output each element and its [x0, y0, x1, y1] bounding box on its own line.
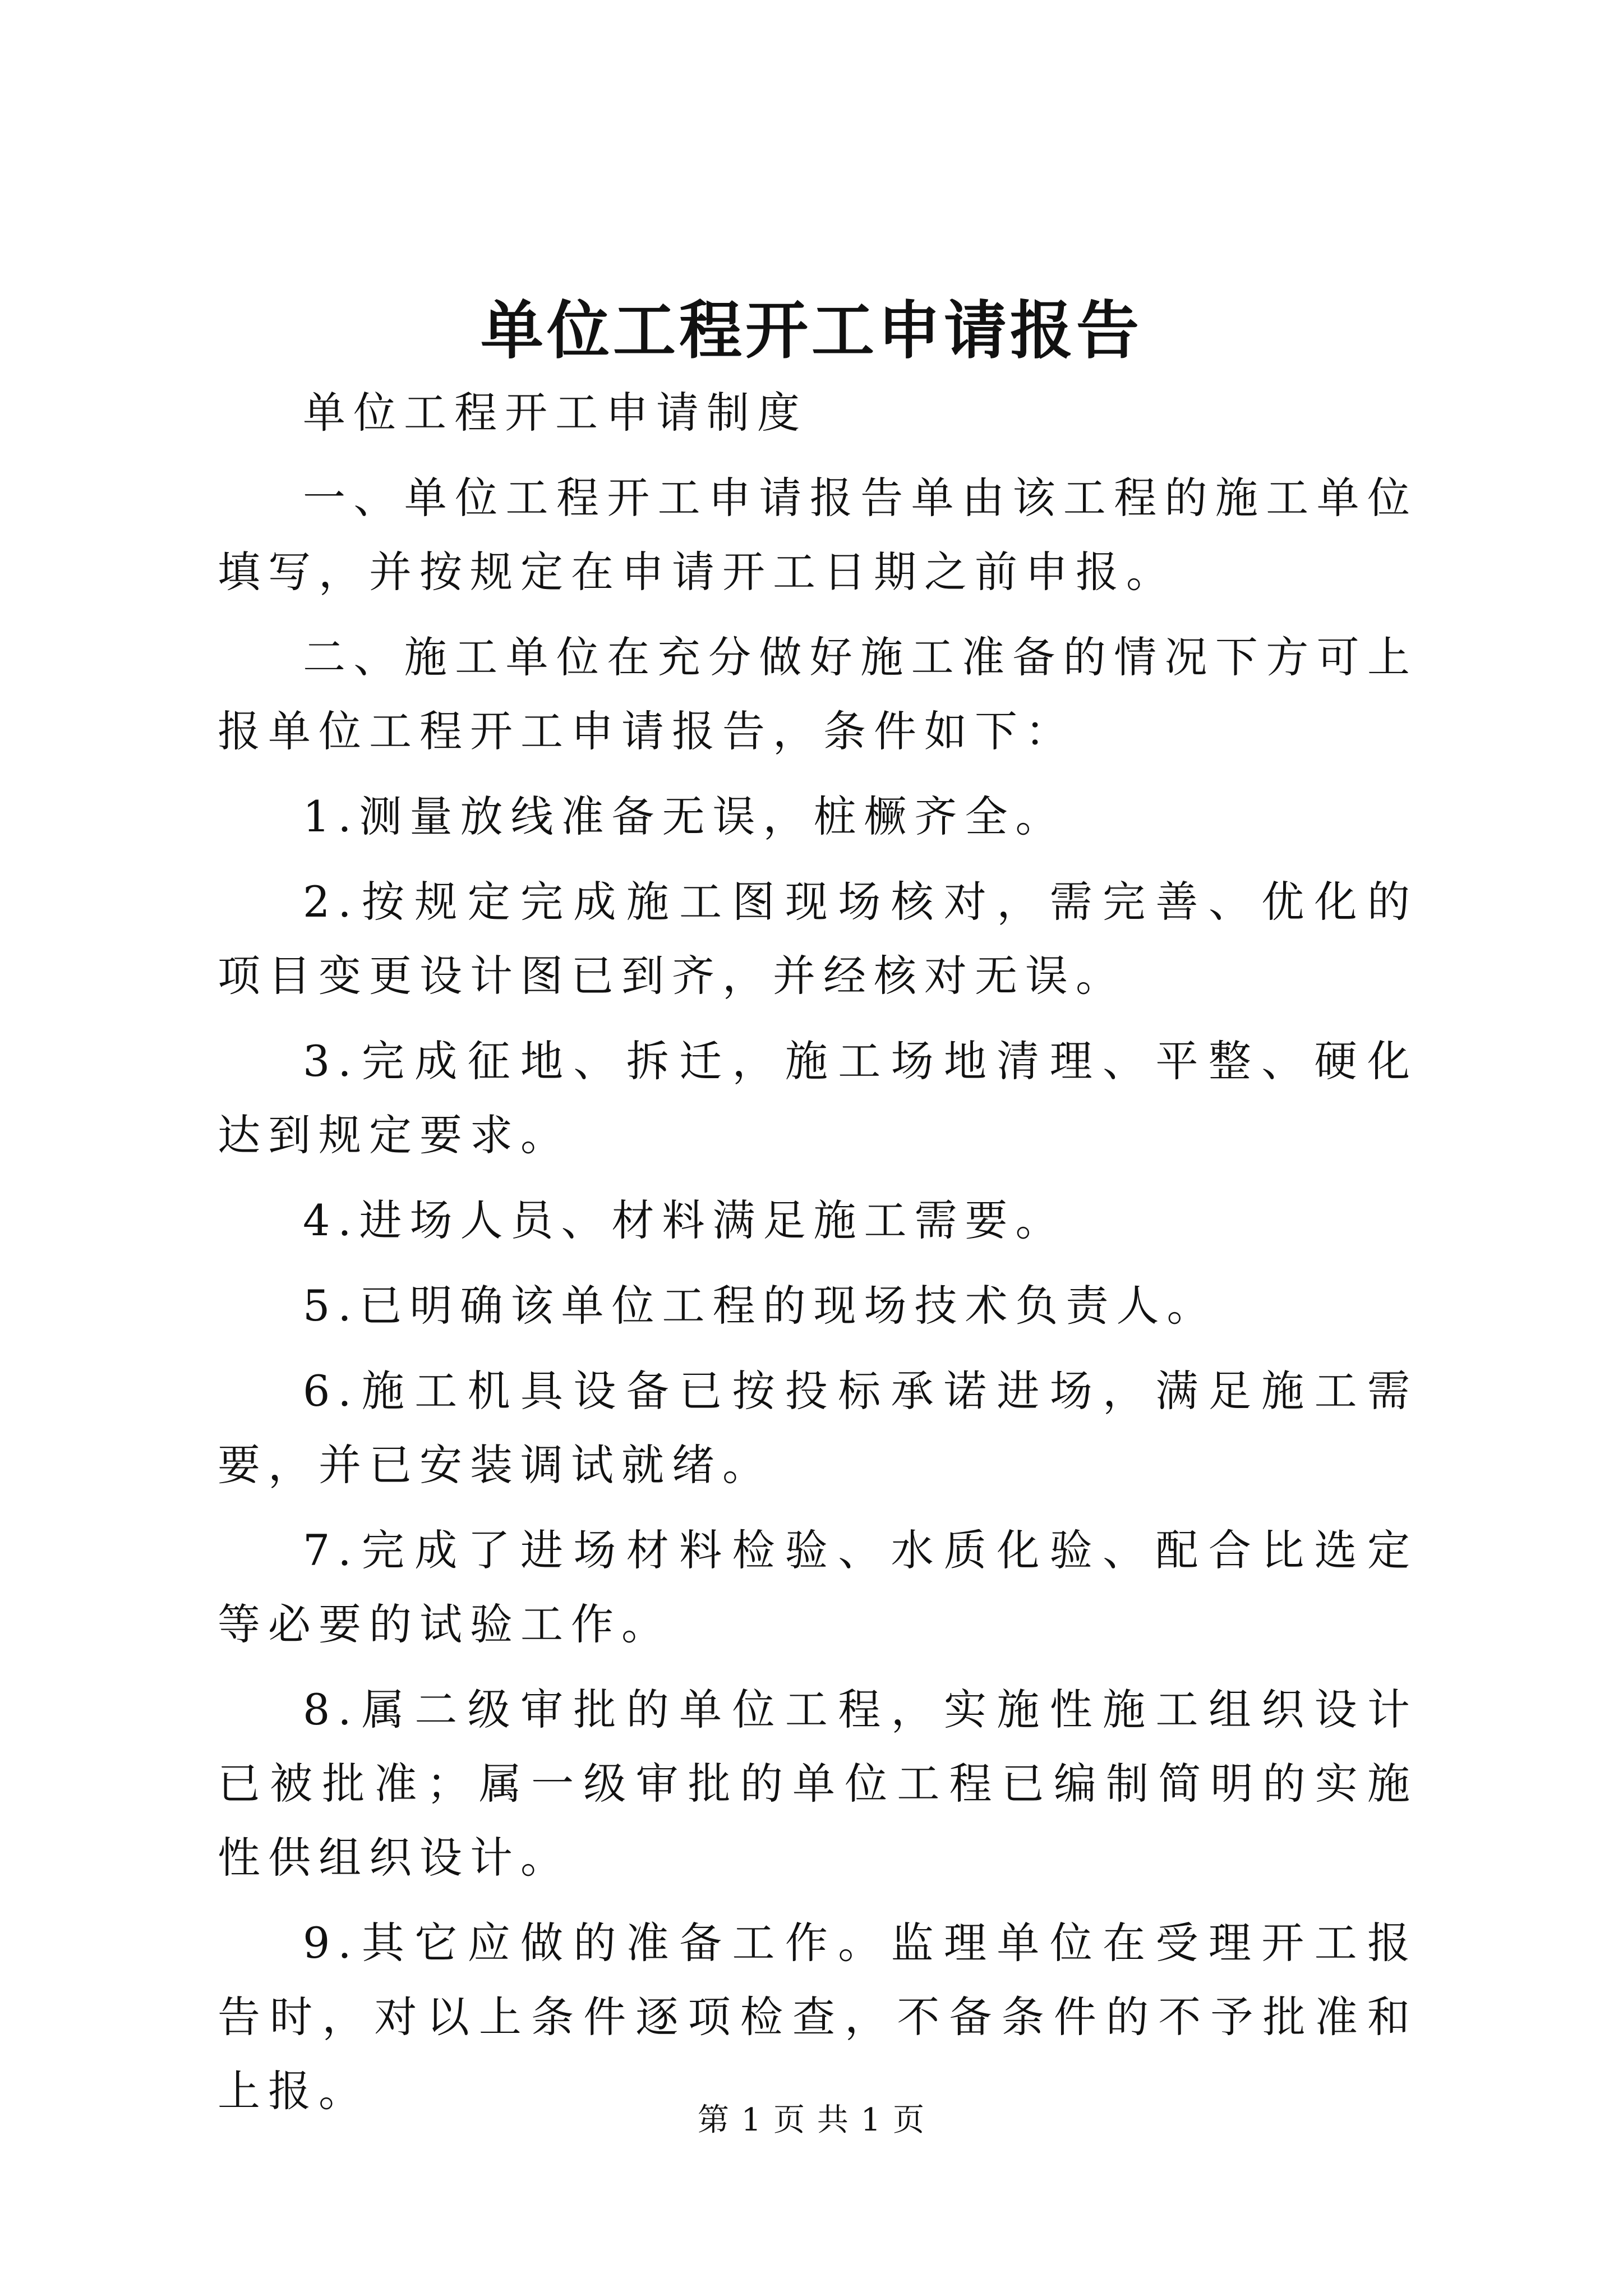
paragraph-heading: 单位工程开工申请制度 [303, 388, 808, 438]
condition-item-3: 3.完成征地、拆迁，施工场地清理、平整、硬化达到规定要求。 [218, 1036, 1418, 1160]
paragraph-1: 一、单位工程开工申请报告单由该工程的施工单位填写，并按规定在申请开工日期之前申报。 [218, 473, 1418, 597]
paragraph-2: 二、施工单位在充分做好施工准备的情况下方可上报单位工程开工申请报告，条件如下： [218, 632, 1418, 756]
condition-item-1: 1.测量放线准备无误，桩橛齐全。 [303, 792, 1066, 841]
condition-item-6: 6.施工机具设备已按投标承诺进场，满足施工需要，并已安装调试就绪。 [218, 1366, 1418, 1490]
condition-item-5: 5.已明确该单位工程的现场技术负责人。 [303, 1281, 1218, 1331]
condition-item-2: 2.按规定完成施工图现场核对，需完善、优化的项目变更设计图已到齐，并经核对无误。 [218, 877, 1418, 1001]
condition-item-9: 9.其它应做的准备工作。监理单位在受理开工报告时，对以上条件逐项检查，不备条件的不予批准和上报。 [218, 1918, 1418, 2116]
condition-item-8: 8.属二级审批的单位工程，实施性施工组织设计已被批准；属一级审批的单位工程已编制简明的实施性供组织设计。 [218, 1685, 1418, 1883]
condition-item-7: 7.完成了进场材料检验、水质化验、配合比选定等必要的试验工作。 [218, 1525, 1418, 1649]
condition-item-4: 4.进场人员、材料满足施工需要。 [303, 1195, 1066, 1245]
document-title: 单位工程开工申请报告 [481, 294, 1142, 367]
page-number-footer: 第 1 页 共 1 页 [697, 2102, 926, 2138]
document-body [218, 376, 1418, 2139]
